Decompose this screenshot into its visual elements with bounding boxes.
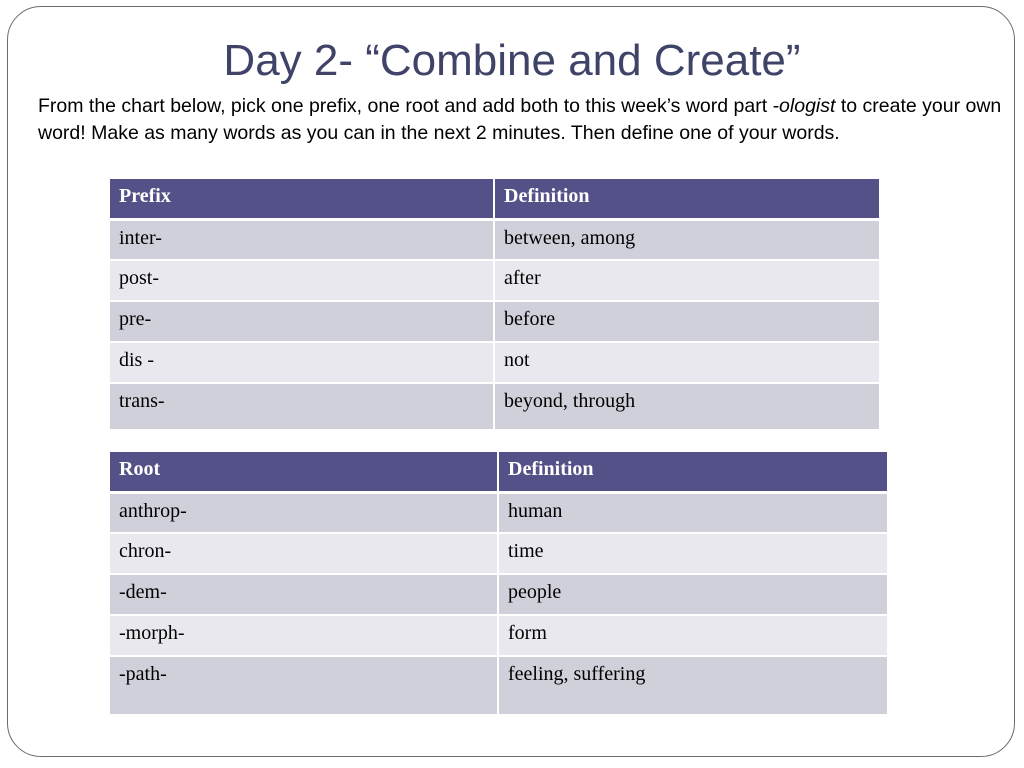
prefix-definition-column-header: Definition (494, 179, 879, 219)
root-table (110, 452, 887, 714)
table-row (110, 533, 887, 574)
definition-cell: time (498, 533, 887, 574)
definition-cell: people (498, 574, 887, 615)
definition-cell: feeling, suffering (498, 656, 887, 714)
slide-title: Day 2- “Combine and Create” (223, 36, 801, 85)
root-cell: -path- (110, 656, 498, 714)
table-row (110, 301, 879, 342)
root-cell: chron- (110, 533, 498, 574)
table-row (110, 219, 879, 260)
definition-cell: after (494, 260, 879, 301)
table-row (110, 615, 887, 656)
table-row (110, 342, 879, 383)
instructions-text (38, 93, 1013, 147)
root-definition-column-header: Definition (498, 452, 887, 492)
definition-cell: before (494, 301, 879, 342)
prefix-cell: dis - (110, 342, 494, 383)
prefix-cell: post- (110, 260, 494, 301)
root-table-header-row (110, 452, 887, 492)
prefix-cell: inter- (110, 219, 494, 260)
word-part-suffix: -ologist (772, 95, 836, 117)
definition-cell: form (498, 615, 887, 656)
definition-cell: not (494, 342, 879, 383)
table-row (110, 492, 887, 533)
root-cell: -dem- (110, 574, 498, 615)
table-row (110, 260, 879, 301)
table-row (110, 383, 879, 429)
root-column-header: Root (110, 452, 498, 492)
table-row (110, 656, 887, 714)
instructions-part-2: to create your own word! Make as many words as you can in the next 2 minutes. Then define one of your words. (38, 95, 1002, 144)
definition-cell: between, among (494, 219, 879, 260)
prefix-cell: trans- (110, 383, 494, 429)
root-cell: -morph- (110, 615, 498, 656)
definition-cell: beyond, through (494, 383, 879, 429)
prefix-table (110, 179, 879, 429)
instructions-part-1: From the chart below, pick one prefix, one root and add both to this week’s word part (38, 95, 773, 117)
root-cell: anthrop- (110, 492, 498, 533)
prefix-cell: pre- (110, 301, 494, 342)
prefix-table-header-row (110, 179, 879, 219)
prefix-column-header: Prefix (110, 179, 494, 219)
definition-cell: human (498, 492, 887, 533)
table-row (110, 574, 887, 615)
